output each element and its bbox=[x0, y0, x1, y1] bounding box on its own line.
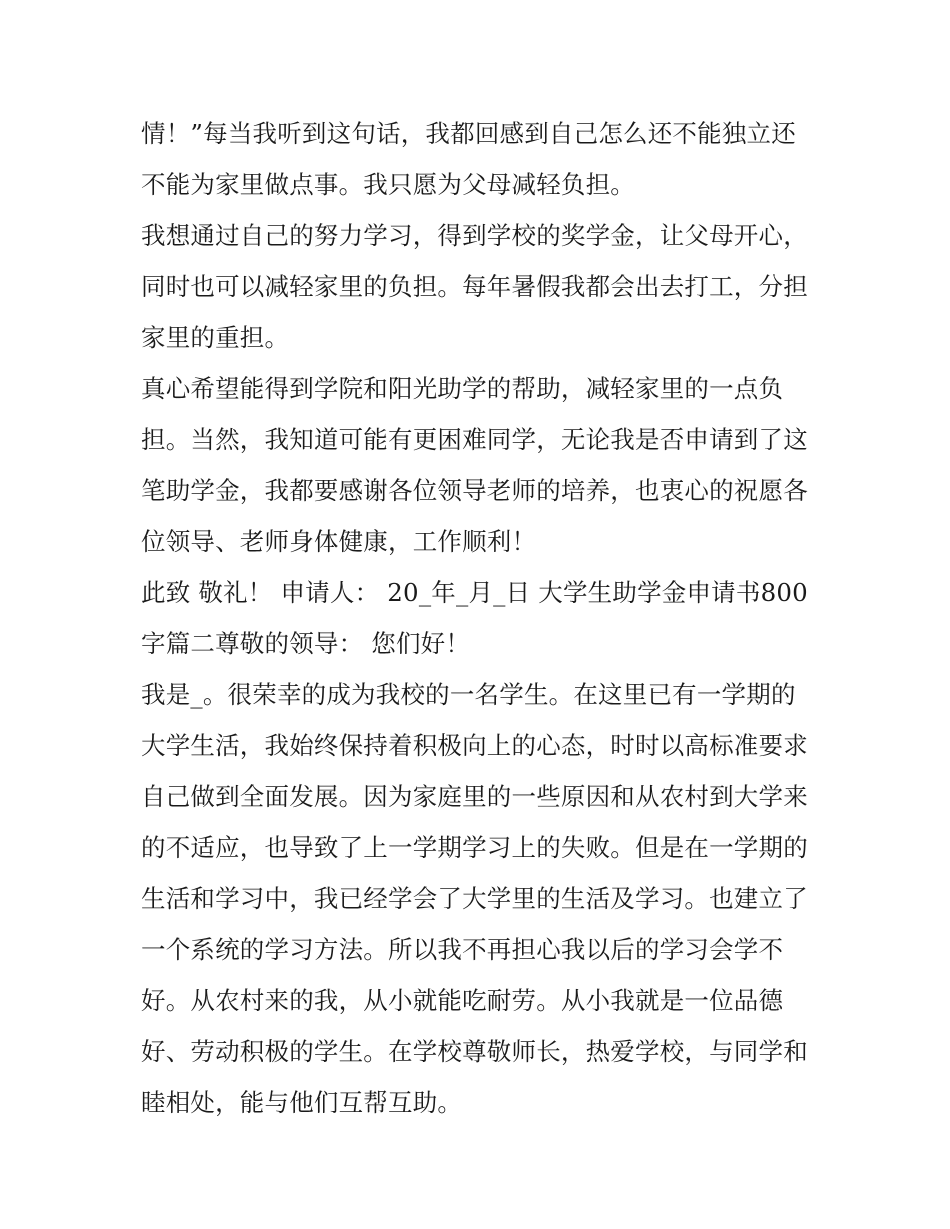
text-line: 好。从农村来的我，从小就能吃耐劳。从小我就是一位品德 bbox=[141, 986, 784, 1015]
text-line: 同时也可以减轻家里的负担。每年暑假我都会出去打工，分担 bbox=[141, 272, 808, 301]
text-line: 位领导、老师身体健康，工作顺利！ bbox=[141, 527, 537, 556]
text-line: 情！”每当我听到这句话，我都回感到自己怎么还不能独立还 bbox=[141, 119, 796, 148]
text-line: 好、劳动积极的学生。在学校尊敬师长，热爱学校，与同学和 bbox=[141, 1037, 808, 1066]
text-line: 我想通过自己的努力学习，得到学校的奖学金，让父母开心， bbox=[141, 221, 808, 250]
text-line: 我是_。很荣幸的成为我校的一名学生。在这里已有一学期的 bbox=[141, 680, 796, 709]
text-line: 真心希望能得到学院和阳光助学的帮助，减轻家里的一点负 bbox=[141, 374, 784, 403]
text-line: 字篇二尊敬的领导： 您们好！ bbox=[141, 629, 471, 658]
text-line: 大学生活，我始终保持着积极向上的心态，时时以高标准要求 bbox=[141, 731, 808, 760]
text-line: 担。当然，我知道可能有更困难同学，无论我是否申请到了这 bbox=[141, 425, 808, 454]
text-line: 家里的重担。 bbox=[141, 323, 290, 352]
text-line: 的不适应，也导致了上一学期学习上的失败。但是在一学期的 bbox=[141, 833, 808, 862]
document-body bbox=[141, 108, 811, 1128]
text-line: 自己做到全面发展。因为家庭里的一些原因和从农村到大学来 bbox=[141, 782, 808, 811]
text-line: 笔助学金，我都要感谢各位领导老师的培养，也衷心的祝愿各 bbox=[141, 476, 808, 505]
text-line: 一个系统的学习方法。所以我不再担心我以后的学习会学不 bbox=[141, 935, 784, 964]
text-line: 不能为家里做点事。我只愿为父母减轻负担。 bbox=[141, 170, 635, 199]
text-line: 此致 敬礼！ 申请人： 20_年_月_日 大学生助学金申请书800 bbox=[141, 578, 808, 607]
text-line: 睦相处，能与他们互帮互助。 bbox=[141, 1088, 463, 1117]
text-line: 生活和学习中，我已经学会了大学里的生活及学习。也建立了 bbox=[141, 884, 808, 913]
